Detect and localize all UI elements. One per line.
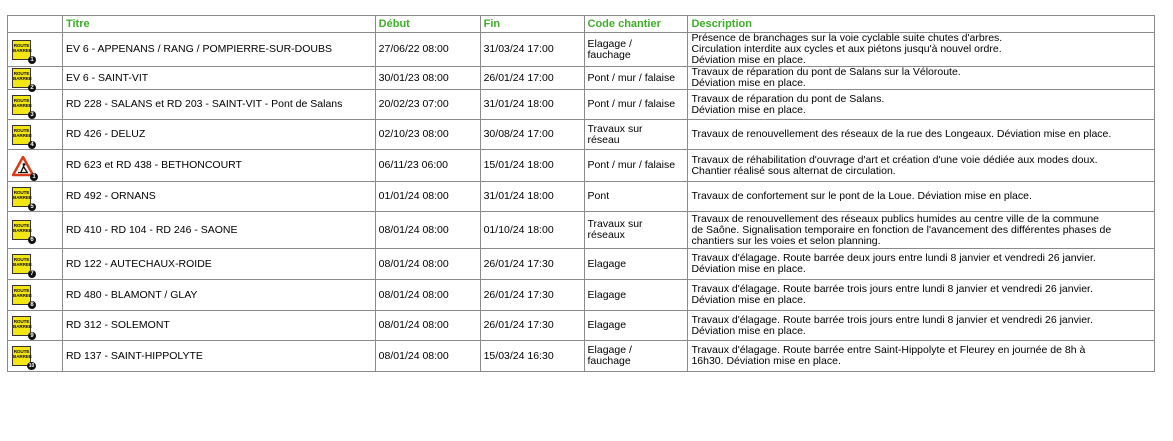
description-line: Déviation mise en place. — [691, 77, 806, 89]
sign-word-top: ROUTE — [13, 127, 30, 133]
cell-debut: 27/06/22 08:00 — [375, 33, 480, 67]
description-line: Travaux d'élagage. Route barrée deux jours entre lundi 8 janvier et vendredi 26 janvier. — [691, 252, 1096, 264]
cell-fin: 15/01/24 18:00 — [480, 150, 584, 182]
road-closed-sign-icon — [12, 285, 34, 308]
cell-description — [688, 90, 1155, 120]
code-line: Elagage / — [587, 37, 632, 50]
description-line: 16h30. Déviation mise en place. — [691, 355, 841, 367]
code-line: Travaux sur — [587, 122, 643, 135]
cell-titre: RD 623 et RD 438 - BETHONCOURT — [62, 150, 375, 182]
table-row — [8, 341, 1155, 372]
cell-code-chantier — [584, 311, 688, 341]
sign-word-top: ROUTE — [13, 257, 30, 262]
cell-code-chantier — [584, 341, 688, 372]
cell-fin: 31/01/24 18:00 — [480, 182, 584, 212]
cell-fin: 26/01/24 17:30 — [480, 311, 584, 341]
cell-titre: RD 137 - SAINT-HIPPOLYTE — [62, 341, 375, 372]
cell-debut: 08/01/24 08:00 — [375, 249, 480, 280]
table-row — [8, 249, 1155, 280]
cell-fin: 26/01/24 17:30 — [480, 280, 584, 311]
status-icon-cell — [8, 311, 63, 341]
cell-description — [688, 212, 1155, 249]
cell-fin: 26/01/24 17:00 — [480, 67, 584, 90]
cell-description — [688, 182, 1155, 212]
status-icon-cell — [8, 67, 63, 90]
description-line: Présence de branchages sur la voie cyclable suite chutes d'arbres. — [691, 32, 1003, 44]
code-line: réseau — [587, 133, 620, 146]
description-line: Déviation mise en place. — [691, 324, 806, 337]
code-line: Travaux sur — [587, 218, 643, 230]
sign-word-top: ROUTE — [13, 223, 30, 228]
table-row — [8, 90, 1155, 120]
status-icon-cell — [8, 90, 63, 120]
sign-word-top: ROUTE — [13, 288, 30, 293]
cell-code-chantier — [584, 90, 688, 120]
cell-fin: 31/03/24 17:00 — [480, 33, 584, 67]
cell-debut: 08/01/24 08:00 — [375, 341, 480, 372]
row-number-badge: 2 — [28, 84, 36, 92]
description-line: Travaux de réparation du pont de Salans. — [691, 92, 885, 105]
roadworks-table — [7, 15, 1155, 372]
row-number-badge: 4 — [28, 141, 36, 149]
sign-word-bottom: BARREE — [13, 262, 32, 267]
cell-code-chantier — [584, 67, 688, 90]
description-line: chantiers sur les voies et selon planning. — [691, 234, 881, 247]
sign-word-bottom: BARREE — [13, 228, 32, 233]
cell-fin: 01/10/24 18:00 — [480, 212, 584, 249]
header-row — [8, 16, 1155, 33]
road-closed-sign-icon — [12, 254, 34, 277]
cell-description — [688, 249, 1155, 280]
description-line: Travaux de renouvellement des réseaux publics humides au centre ville de la commune — [691, 212, 1100, 225]
status-icon-cell — [8, 212, 63, 249]
cell-description — [688, 33, 1155, 67]
description-line: Déviation mise en place. — [691, 263, 806, 275]
description-line: Travaux d'élagage. Route barrée trois jours entre lundi 8 janvier et vendredi 26 janvier. — [691, 313, 1093, 326]
cell-code-chantier — [584, 280, 688, 311]
status-icon-cell — [8, 33, 63, 67]
status-icon-cell — [8, 341, 63, 372]
description-line: Travaux de réparation du pont de Salans sur la Véloroute. — [691, 66, 961, 78]
header-titre: Titre — [62, 16, 375, 33]
row-number-badge: 3 — [28, 111, 36, 119]
table-body — [8, 33, 1155, 372]
table-row — [8, 33, 1155, 67]
row-number-badge: 1 — [28, 56, 36, 64]
row-number-badge: 9 — [28, 332, 36, 340]
cell-code-chantier — [584, 33, 688, 67]
cell-debut: 20/02/23 07:00 — [375, 90, 480, 120]
header-code: Code chantier — [584, 16, 688, 33]
cell-code-chantier — [584, 150, 688, 182]
sign-word-top: ROUTE — [13, 189, 30, 195]
sign-word-bottom: BARREE — [13, 76, 32, 81]
header-description: Description — [688, 16, 1155, 33]
cell-titre: RD 228 - SALANS et RD 203 - SAINT-VIT - Pont de Salans — [62, 90, 375, 120]
cell-debut: 08/01/24 08:00 — [375, 280, 480, 311]
sign-word-bottom: BARREE — [13, 47, 32, 53]
row-number-badge: 8 — [28, 301, 36, 309]
code-line: Elagage — [587, 288, 627, 301]
sign-word-bottom: BARREE — [13, 102, 32, 108]
code-line: Pont / mur / falaise — [587, 71, 676, 84]
cell-description — [688, 341, 1155, 372]
description-line: Travaux d'élagage. Route barrée entre Saint-Hippolyte et Fleurey en journée de 8h à — [691, 344, 1086, 356]
description-line: Circulation interdite aux cycles et aux piétons jusqu'à nouvel ordre. — [691, 43, 1002, 55]
status-icon-cell — [8, 249, 63, 280]
sign-word-top: ROUTE — [13, 349, 30, 354]
cell-fin: 30/08/24 17:00 — [480, 120, 584, 150]
sign-word-top: ROUTE — [13, 42, 30, 48]
row-number-badge: 5 — [28, 203, 36, 211]
table-row — [8, 311, 1155, 341]
status-icon-cell — [8, 120, 63, 150]
road-closed-sign-icon — [12, 220, 34, 243]
cell-titre: RD 410 - RD 104 - RD 246 - SAONE — [62, 212, 375, 249]
road-closed-sign-icon — [12, 40, 34, 63]
table-row — [8, 280, 1155, 311]
row-number-badge: 1 — [30, 173, 38, 181]
code-line: réseaux — [587, 229, 625, 241]
cell-description — [688, 120, 1155, 150]
code-line: Pont — [587, 190, 610, 202]
code-line: Pont / mur / falaise — [587, 98, 676, 110]
description-line: Travaux de réhabilitation d'ouvrage d'art et création d'une voie dédiée aux modes doux. — [691, 153, 1098, 166]
sign-word-bottom: BARREE — [13, 354, 32, 359]
description-line: Déviation mise en place. — [691, 103, 806, 116]
cell-debut: 06/11/23 06:00 — [375, 150, 480, 182]
road-closed-sign-icon — [12, 316, 34, 339]
code-line: Elagage — [587, 257, 627, 270]
road-closed-sign-icon — [12, 187, 34, 210]
road-closed-sign-icon — [12, 346, 35, 369]
header-debut: Début — [375, 16, 480, 33]
cell-description — [688, 150, 1155, 182]
header-icon — [8, 16, 63, 33]
code-line: Pont / mur / falaise — [587, 159, 676, 171]
roadworks-warning-icon — [12, 156, 36, 180]
cell-titre: RD 122 - AUTECHAUX-ROIDE — [62, 249, 375, 280]
header-fin: Fin — [480, 16, 584, 33]
cell-titre: RD 312 - SOLEMONT — [62, 311, 375, 341]
road-closed-sign-icon — [12, 68, 34, 91]
cell-code-chantier — [584, 182, 688, 212]
cell-description — [688, 67, 1155, 90]
status-icon-cell — [8, 182, 63, 212]
description-line: Chantier réalisé sous alternat de circulation. — [691, 164, 896, 177]
cell-titre: RD 492 - ORNANS — [62, 182, 375, 212]
code-line: Elagage — [587, 319, 627, 331]
table-row — [8, 120, 1155, 150]
status-icon-cell — [8, 150, 63, 182]
description-line: Travaux de renouvellement des réseaux de la rue des Longeaux. Déviation mise en place. — [691, 128, 1112, 140]
cell-description — [688, 311, 1155, 341]
cell-code-chantier — [584, 249, 688, 280]
sign-word-bottom: BARREE — [13, 323, 32, 329]
sign-word-top: ROUTE — [13, 97, 30, 103]
table-row — [8, 212, 1155, 249]
cell-code-chantier — [584, 120, 688, 150]
sign-word-bottom: BARREE — [13, 293, 32, 298]
table-row — [8, 150, 1155, 182]
cell-debut: 02/10/23 08:00 — [375, 120, 480, 150]
row-number-badge: 7 — [28, 270, 36, 278]
road-closed-sign-icon — [12, 125, 34, 148]
sign-word-top: ROUTE — [13, 71, 30, 76]
cell-debut: 08/01/24 08:00 — [375, 212, 480, 249]
sign-word-top: ROUTE — [13, 318, 30, 324]
cell-description — [688, 280, 1155, 311]
cell-titre: RD 426 - DELUZ — [62, 120, 375, 150]
cell-fin: 31/01/24 18:00 — [480, 90, 584, 120]
description-line: de Saône. Signalisation temporaire en fonction de l'avancement des différentes phases de — [691, 223, 1112, 236]
code-line: Elagage / — [587, 344, 632, 356]
cell-titre: EV 6 - APPENANS / RANG / POMPIERRE-SUR-DOUBS — [62, 33, 375, 67]
cell-code-chantier — [584, 212, 688, 249]
description-line: Déviation mise en place. — [691, 54, 806, 66]
cell-debut: 30/01/23 08:00 — [375, 67, 480, 90]
description-line: Travaux d'élagage. Route barrée trois jours entre lundi 8 janvier et vendredi 26 janvier. — [691, 283, 1093, 295]
sign-word-bottom: BARREE — [13, 132, 32, 138]
cell-debut: 01/01/24 08:00 — [375, 182, 480, 212]
cell-fin: 15/03/24 16:30 — [480, 341, 584, 372]
row-number-badge: 6 — [28, 236, 36, 244]
description-line: Déviation mise en place. — [691, 294, 806, 306]
cell-fin: 26/01/24 17:30 — [480, 249, 584, 280]
code-line: fauchage — [587, 355, 631, 367]
cell-titre: RD 480 - BLAMONT / GLAY — [62, 280, 375, 311]
sign-word-bottom: BARREE — [13, 194, 32, 200]
table-row — [8, 182, 1155, 212]
cell-debut: 08/01/24 08:00 — [375, 311, 480, 341]
cell-titre: EV 6 - SAINT-VIT — [62, 67, 375, 90]
code-line: fauchage — [587, 48, 631, 61]
status-icon-cell — [8, 280, 63, 311]
description-line: Travaux de confortement sur le pont de la Loue. Déviation mise en place. — [691, 190, 1032, 202]
row-number-badge: 10 — [28, 363, 35, 369]
table-row — [8, 67, 1155, 90]
road-closed-sign-icon — [12, 95, 34, 118]
